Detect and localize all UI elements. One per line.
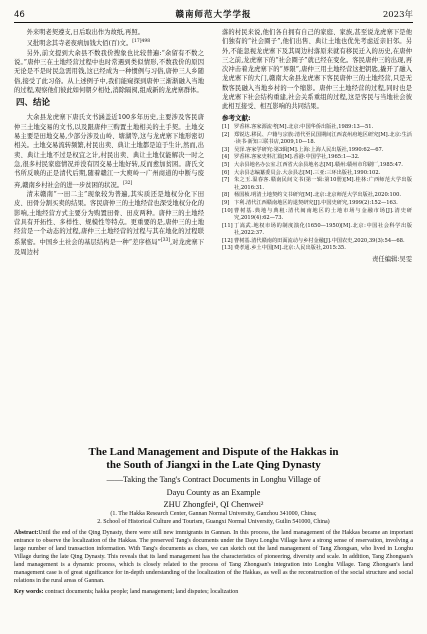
reference-item: [3] 吴泽.客家学研究:第3辑[M].上海:上海人民出版社,1990:62—67. <box>222 146 384 153</box>
page-header <box>14 8 413 22</box>
english-keywords: Key words: contract documents; hakka people; land management; land disputes; localization <box>14 589 239 595</box>
reference-item: [5] 大余县地名办公室.江西省大余县地名志[M].赣州:赣州市印刷厂,1985:47. <box>222 161 403 168</box>
responsible-editor: 责任编辑:吴雯 <box>372 256 412 264</box>
header-rule <box>14 22 413 23</box>
reference-item: [4] 罗香林.客家史料汇篇[M].香港:中国学社,1965:1—32. <box>222 154 360 161</box>
publication-year: 2023年 <box>382 10 413 20</box>
reference-item: [13] 费孝通.乡土中国[M].北京:人民出版社,2015:35. <box>222 245 346 252</box>
reference-item: [12] 曹树基.清代赣南的田面流动与乡村金融[J].中国农史,2020,39(3):54—68. <box>222 237 405 244</box>
english-abstract-block <box>14 446 413 596</box>
reference-item: [1] 罗香林.客家源流考[M].北京:中国华侨出版社,1989:13—51. <box>222 123 374 130</box>
citation-sup: [32] <box>123 180 133 186</box>
reference-list <box>222 124 412 253</box>
reference-item: [7] 朱之玉.温春客.赣南民间文书(第一辑:第10册)[M].桂林:广西师范大学出版社,2016:31. <box>222 177 412 191</box>
english-affiliation-1: (1. The Hakka Research Center, Gannan Normal University, Ganzhou 341000, China; <box>110 511 317 517</box>
reference-item: [10] 曹树基.典地与典租:清代闽南地区的土地市场与金融市场[J].清史研究,2019(4):62—73. <box>222 207 412 222</box>
reference-item: [11] 丁嵩武.地权市场的制度演化(1650—1950)[M].北京:中国社会科学出版社,2022:37. <box>222 222 412 237</box>
english-abstract: Abstract:Until the end of the Qing Dynasty, there were still new immigrants in Gannan. In this process, the land management of the Hakkas became an important entrance to observe the localization of the Hakkas. The preserved Tang's documents under the Dayu Longhu Village have a strong sense of reservation, involving a large number of land transaction information. With Tang's documents as clues, we can sketch out the land management of Tang Zhongsan, who lived in Longhu Village during the late Qing Dynasty. This reveals that its land management has the characteristics of pioneering, diversity and scale. In addition, Tang Zhongsan's land management is a dynamic process, which is closely related to the process of Tang Zhongsan's integration into Longhu Village. Tang Zhongsan's land management case is of great significance for in-depth understanding of the localization of the Hakkas, as well as the reconstruction of the social structure and social relations in the rural areas of Gannan. <box>14 530 413 584</box>
english-title-line-2: the South of Jiangxi in the Late Qing Dynasty <box>106 459 321 471</box>
reference-item: [2] 郑锐达.移民、户籍与宗族:清代至民国期间江西袁州府地区研究[M].北京:生活·读书·新知三联书店,2009,10—18. <box>222 131 412 146</box>
journal-name: 赣南师范大学学报 <box>175 10 252 20</box>
reference-item: [9] 卞利.清代江西赣南地区的退契研究[J].中国史研究,1999(2):152—163. <box>222 199 398 206</box>
body-paragraph: 落的村民来说,他们各自拥有自己的家庭、家族,甚至说龙虎寨下是他们独有的“社会圈子”,他们出售、典让土地也优先考虑近亲旧邻。另外,不能忽视龙虎寨下及其周边村落原来就有移民迁入的历史,在唐仲三之前,龙虎寨下的“社会圈子”就已经在变化。客民唐仲三的出现,再次冲击着龙虎寨下的“界限”,唐仲三用土地经营这把钥匙,撬开了融入龙虎寨下的大门,赣南大余县龙虎寨下客民唐仲三的土地经营,只是无数客民融入当地乡村的一个缩影。唐仲三土地经营的过程,同时也是龙虎寨下社会结构重建,社会关系重组的过程,这是客民与当地社会彼此相互接受、相互影响的共同结果。 <box>222 29 412 111</box>
right-column <box>222 28 412 264</box>
references-heading: 参考文献: <box>222 113 251 122</box>
english-subtitle-line-1: ——Taking the Tang's Contract Documents in Longhu Village of <box>106 475 321 484</box>
reference-item: [6] 大余县志编纂委员会.大余县志[M].三亚:三环出版社,1990:102. <box>222 169 381 176</box>
citation-sup: [33] <box>160 238 171 244</box>
body-paragraph: 清末赣南“一田二主”现象较为普遍,其实质还是地权分化下田皮、田骨分割买卖的结果。客民唐仲三的土地经营也深受地权分化的影响,土地经营方式主要分为购置田骨、田皮两种。唐仲三的土地经营具有开拓性、多样性、规模性等特点。更重要的是,唐仲三的土地经营是一个动态的过程,唐仲三土地经营的过程与其在地化的过程联系紧密。中国乡土社会的基层结构是一种“差序格局”[33],对龙虎寨下及周边村 <box>14 190 204 256</box>
citation-sup: [17]498 <box>132 39 151 45</box>
english-title-line-1: The Land Management and Dispute of the Hakkas in <box>88 446 339 458</box>
contract-verse-line-1: 外来明老契遵支,日后取出作为故纸,再照。 <box>26 29 144 36</box>
section-heading-conclusion: 四、结论 <box>16 98 51 109</box>
page-number: 46 <box>14 10 25 20</box>
english-affiliation-2: 2. School of Historical Culture and Tourism, Guangxi Normal University, Guilin 541000, China) <box>97 519 330 525</box>
left-column <box>14 28 204 257</box>
body-paragraph: 大余县龙虎寨下唐氏文书涵盖近100多年历史,主要涉及客民唐仲三土地交易的文书,以及跟唐仲三购置土地相关的土手契。土地交易主要是田地交易,少部分涉及山岭、塘湖等,这与龙虎寨下地形密切相关。土地交易流转频繁,村民出卖、典让土地都是迫于生计,然而,出卖、典让土地不过是权宜之计,村民出卖、典让土地仅能解决一时之急,很多村民家庭情况并没有因交易土地好转,反而愈加贫困。唐氏文书所反映的正是清代后期,随着赣江一大庾岭一广州商道的中断与废弃,赣南乡村社会的进一步贫困的状况。[32] <box>14 114 204 189</box>
english-authors: ZHU Zhongfei¹, QI Chenwei² <box>163 500 264 509</box>
english-subtitle-line-2: Dayu County as an Example <box>166 488 261 497</box>
reference-item: [8] 杨国桢.明清土地契约文书研究[M].北京:北京师范大学出版社,2020:100. <box>222 192 402 199</box>
contract-verse-line-2: 又批明念其寺老夜病加钱大佰(百)文。$^{[17]498}$ <box>26 39 151 48</box>
body-paragraph: 另外,前文提到大余县不数我价搜象也比较普遍:“余留有不数之说。”唐仲三在土地经营过程中也时常遇到类似情形,不数我价的原因无论是不是时民急需用钱,这已经成为一种惯例与习俗,唐仲三人乡随俗,接受了此习俗。从上述例子中,我们能窥探到唐仲三渐渐融入当地的过程,观察他们彼此如何朝夕相处,消除隔阂,组成新的龙虎寨群体。 <box>14 49 204 94</box>
